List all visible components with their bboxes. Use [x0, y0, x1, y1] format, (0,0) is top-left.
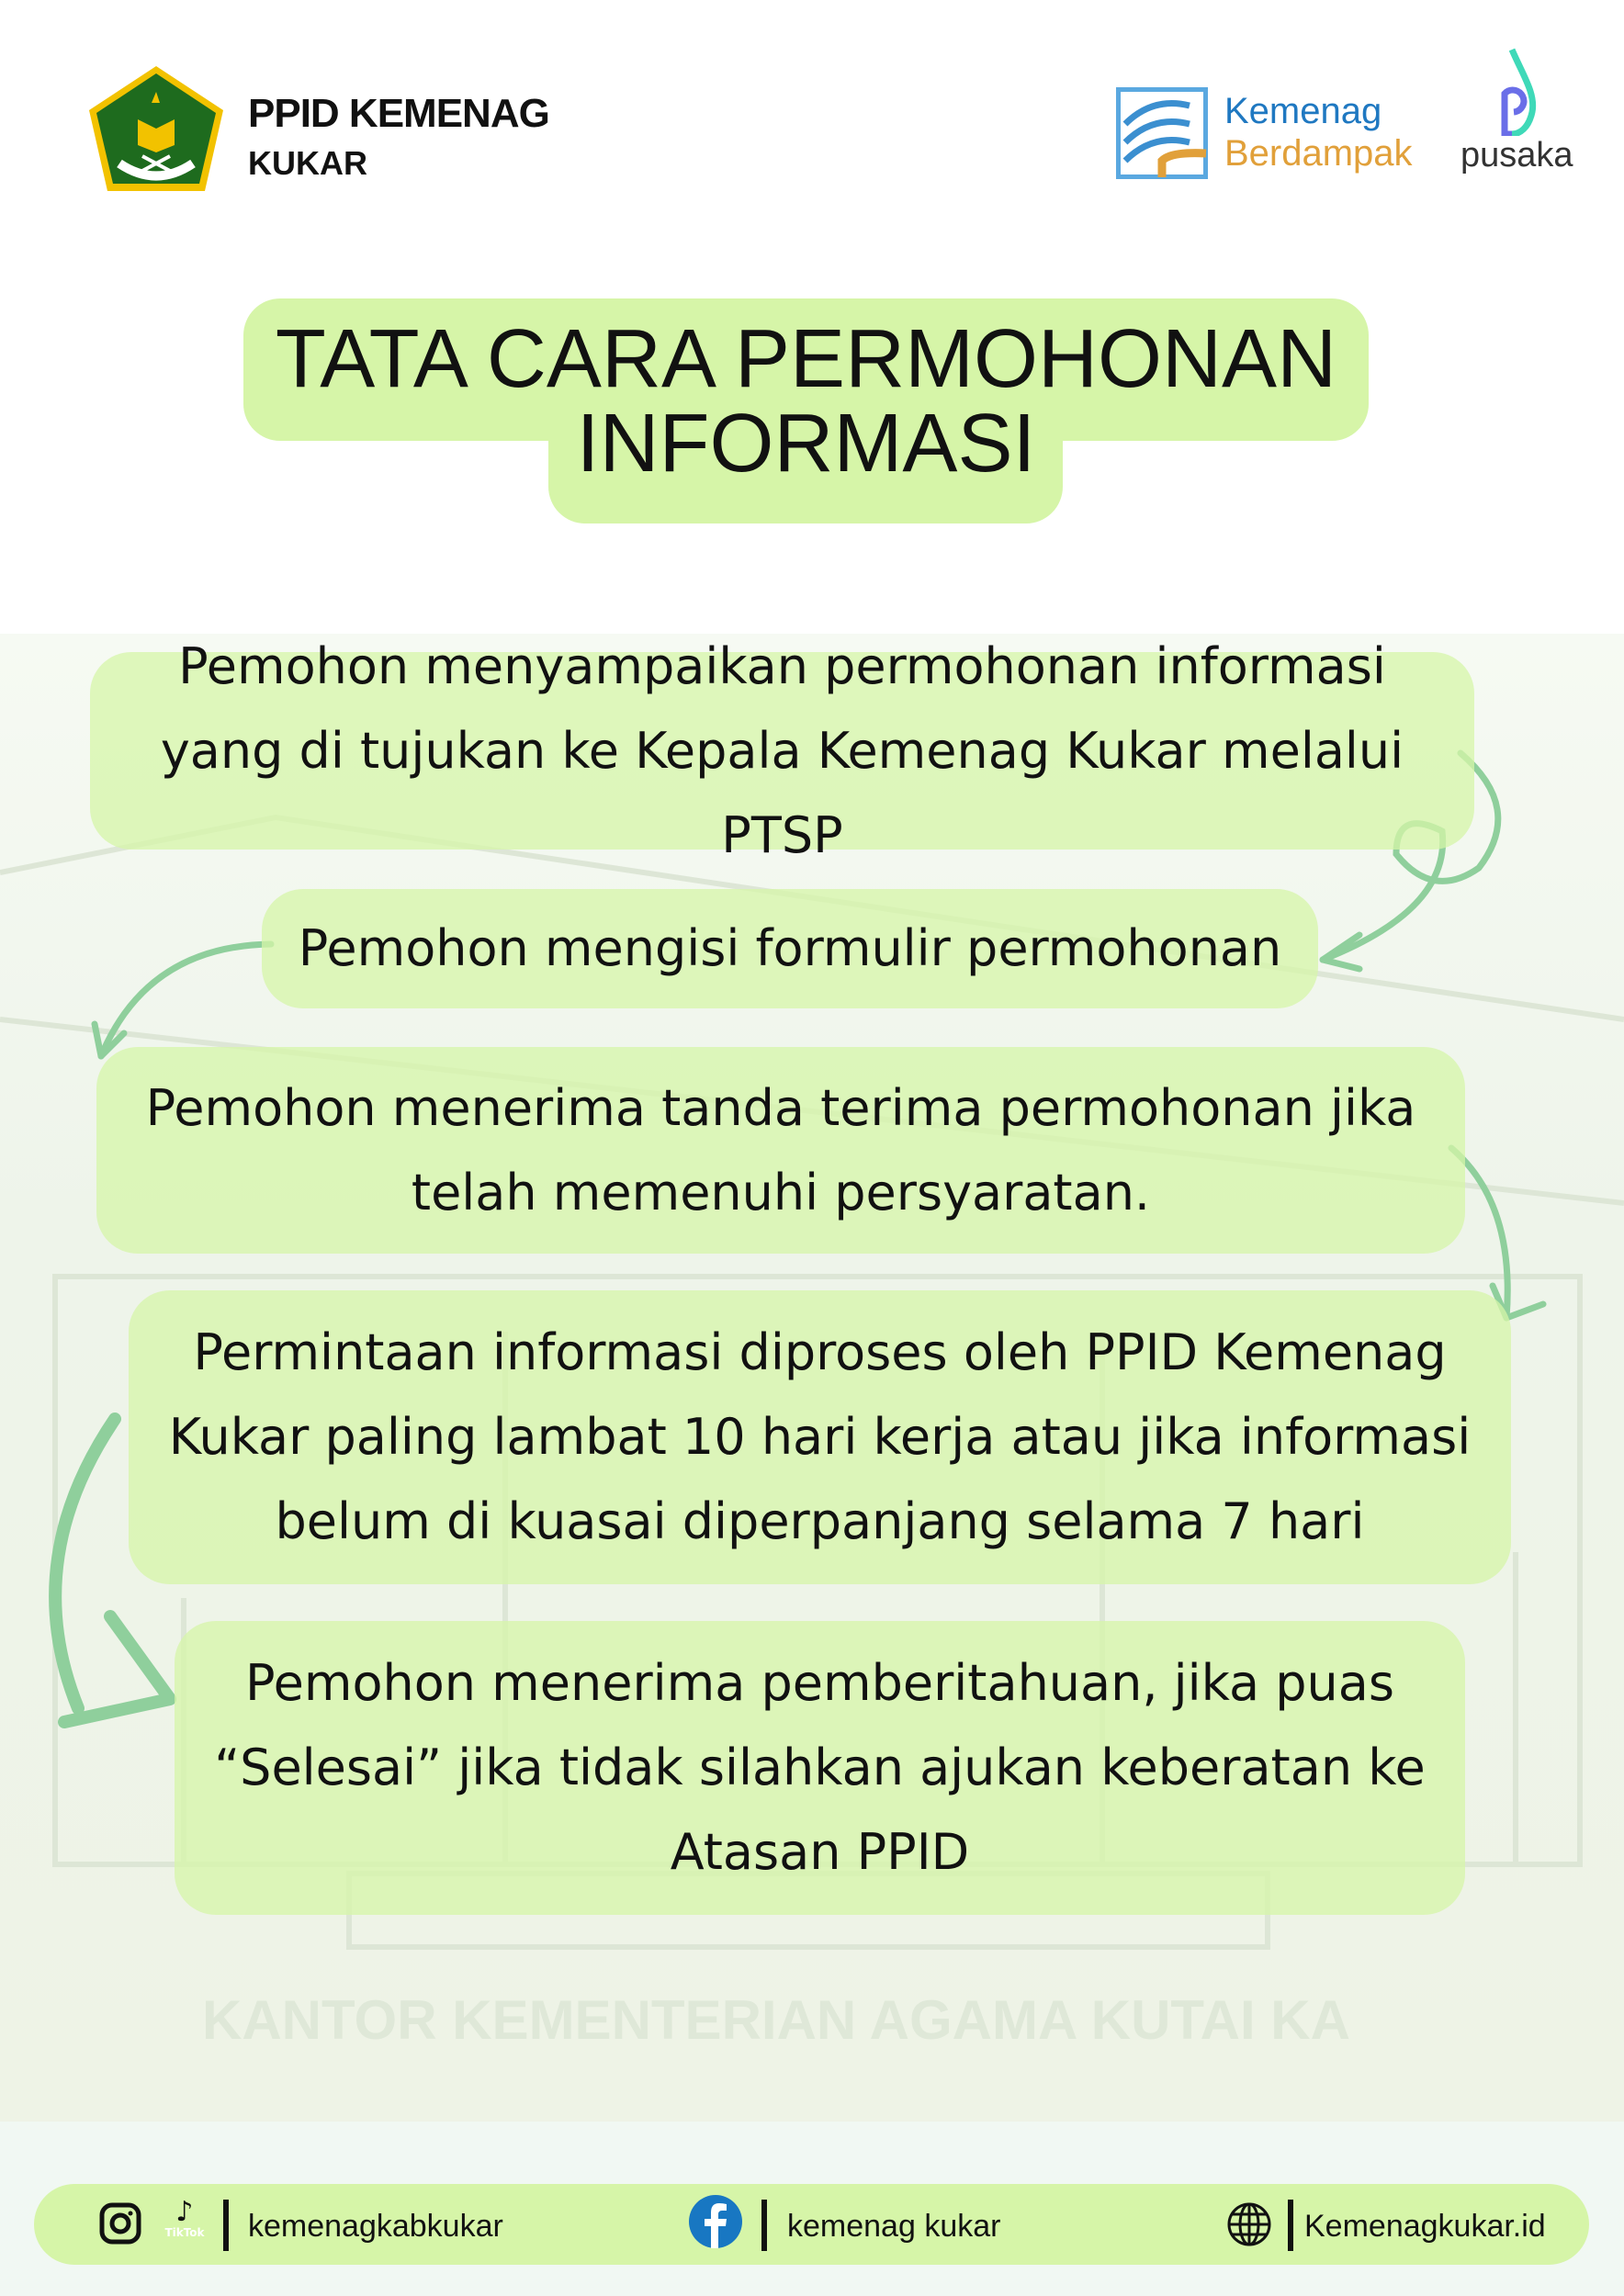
website-link[interactable]: Kemenagkukar.id	[1304, 2209, 1546, 2244]
step-3	[96, 1047, 1465, 1254]
step-3-text: Pemohon menerima tanda terima permohonan jika telah memenuhi persyaratan.	[145, 1078, 1416, 1221]
tiktok-icon[interactable]	[164, 2196, 206, 2239]
brand-name: PPID KEMENAG	[248, 91, 549, 136]
background-sign-text: KANTOR KEMENTERIAN AGAMA KUTAI KA	[202, 1989, 1350, 2051]
step-4-text: Permintaan informasi diproses oleh PPID Kemenag Kukar paling lambat 10 hari kerja atau jika informasi belum di kuasai diperpanjang selama 7 hari	[168, 1323, 1472, 1550]
facebook-handle[interactable]: kemenag kukar	[787, 2209, 1001, 2244]
step-2	[262, 889, 1318, 1008]
tiktok-label: TikTok	[164, 2226, 205, 2239]
divider	[1288, 2200, 1293, 2251]
title-line-2: INFORMASI	[576, 398, 1036, 490]
step-4	[129, 1290, 1511, 1584]
step-1-text: Pemohon menyampaikan permohonan informasi yang di tujukan ke Kepala Kemenag Kukar melalui PTSP	[160, 636, 1404, 864]
arrow-step4-to-step5	[55, 1419, 115, 1708]
instagram-icon[interactable]	[99, 2202, 141, 2248]
social-handle[interactable]: kemenagkabkukar	[248, 2209, 503, 2244]
brand-subtitle: KUKAR	[248, 144, 367, 182]
pusaka-logo-text: pusaka	[1460, 136, 1573, 174]
arrow-step2-to-step3	[101, 944, 271, 1056]
step-2-text: Pemohon mengisi formulir permohonan	[298, 919, 1282, 977]
facebook-icon[interactable]	[689, 2195, 742, 2252]
step-5-text: Pemohon menerima pemberitahuan, jika puas “Selesai” jika tidak silahkan ajukan keberatan ke Atasan PPID	[214, 1654, 1426, 1881]
globe-icon[interactable]	[1226, 2201, 1272, 2251]
tiktok-note-icon: ♪	[175, 2196, 194, 2228]
step-1	[90, 636, 1474, 864]
divider	[223, 2200, 229, 2251]
divider	[761, 2200, 767, 2251]
kemenag-berdampak-logo-text-1: Kemenag	[1224, 91, 1382, 131]
step-5	[175, 1621, 1465, 1915]
kemenag-berdampak-logo-text-2: Berdampak	[1224, 133, 1413, 174]
title-line-1: TATA CARA PERMOHONAN	[275, 313, 1337, 405]
